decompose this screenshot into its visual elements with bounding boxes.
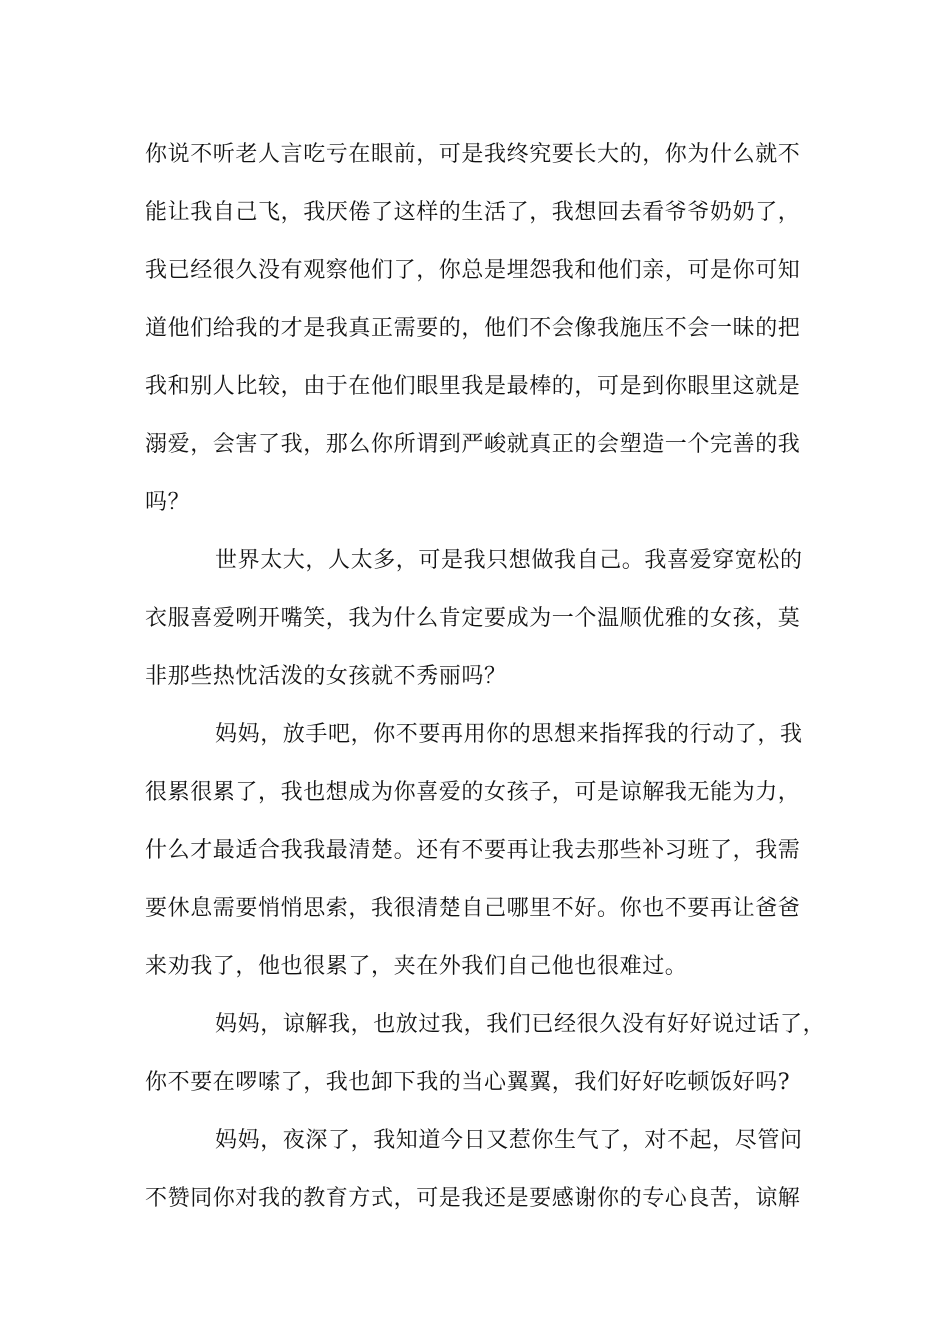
paragraph-2 xyxy=(145,532,825,706)
text-line: 来劝我了，他也很累了，夹在外我们自己他也很难过。 xyxy=(145,954,688,979)
paragraph-5 xyxy=(145,1112,825,1228)
text-line: 世界太大，人太多，可是我只想做我自己。我喜爱穿宽松的 xyxy=(215,548,803,573)
paragraph-4 xyxy=(145,996,825,1112)
text-line: 我已经很久没有观察他们了，你总是埋怨我和他们亲，可是你可知 xyxy=(145,258,801,283)
text-line: 非那些热忱活泼的女孩就不秀丽吗？ xyxy=(145,664,507,689)
text-line: 吗？ xyxy=(145,490,191,515)
text-line: 你不要在啰嗦了，我也卸下我的当心翼翼，我们好好吃顿饭好吗? xyxy=(145,1070,791,1095)
text-line: 妈妈，谅解我，也放过我，我们已经很久没有好好说过话了， xyxy=(215,1012,826,1037)
text-line: 很累很累了，我也想成为你喜爱的女孩子，可是谅解我无能为力， xyxy=(145,780,801,805)
text-line: 衣服喜爱咧开嘴笑，我为什么肯定要成为一个温顺优雅的女孩，莫 xyxy=(145,606,801,631)
text-line: 我和别人比较，由于在他们眼里我是最棒的，可是到你眼里这就是 xyxy=(145,374,801,399)
text-line: 溺爱，会害了我，那么你所谓到严峻就真正的会塑造一个完善的我 xyxy=(145,432,801,457)
text-line: 什么才最适合我我最清楚。还有不要再让我去那些补习班了，我需 xyxy=(145,838,801,863)
text-line: 你说不听老人言吃亏在眼前，可是我终究要长大的，你为什么就不 xyxy=(145,142,801,167)
text-line: 妈妈，夜深了，我知道今日又惹你生气了，对不起，尽管问 xyxy=(215,1128,803,1153)
text-line: 要休息需要悄悄思索，我很清楚自己哪里不好。你也不要再让爸爸 xyxy=(145,896,801,921)
text-line: 不赞同你对我的教育方式，可是我还是要感谢你的专心良苦，谅解 xyxy=(145,1186,801,1211)
text-line: 道他们给我的才是我真正需要的，他们不会像我施压不会一昧的把 xyxy=(145,316,801,341)
text-line: 能让我自己飞，我厌倦了这样的生活了，我想回去看爷爷奶奶了， xyxy=(145,200,801,225)
paragraph-1 xyxy=(145,126,825,532)
document-body xyxy=(145,126,825,1228)
paragraph-3 xyxy=(145,706,825,996)
text-line: 妈妈，放手吧，你不要再用你的思想来指挥我的行动了，我 xyxy=(215,722,803,747)
